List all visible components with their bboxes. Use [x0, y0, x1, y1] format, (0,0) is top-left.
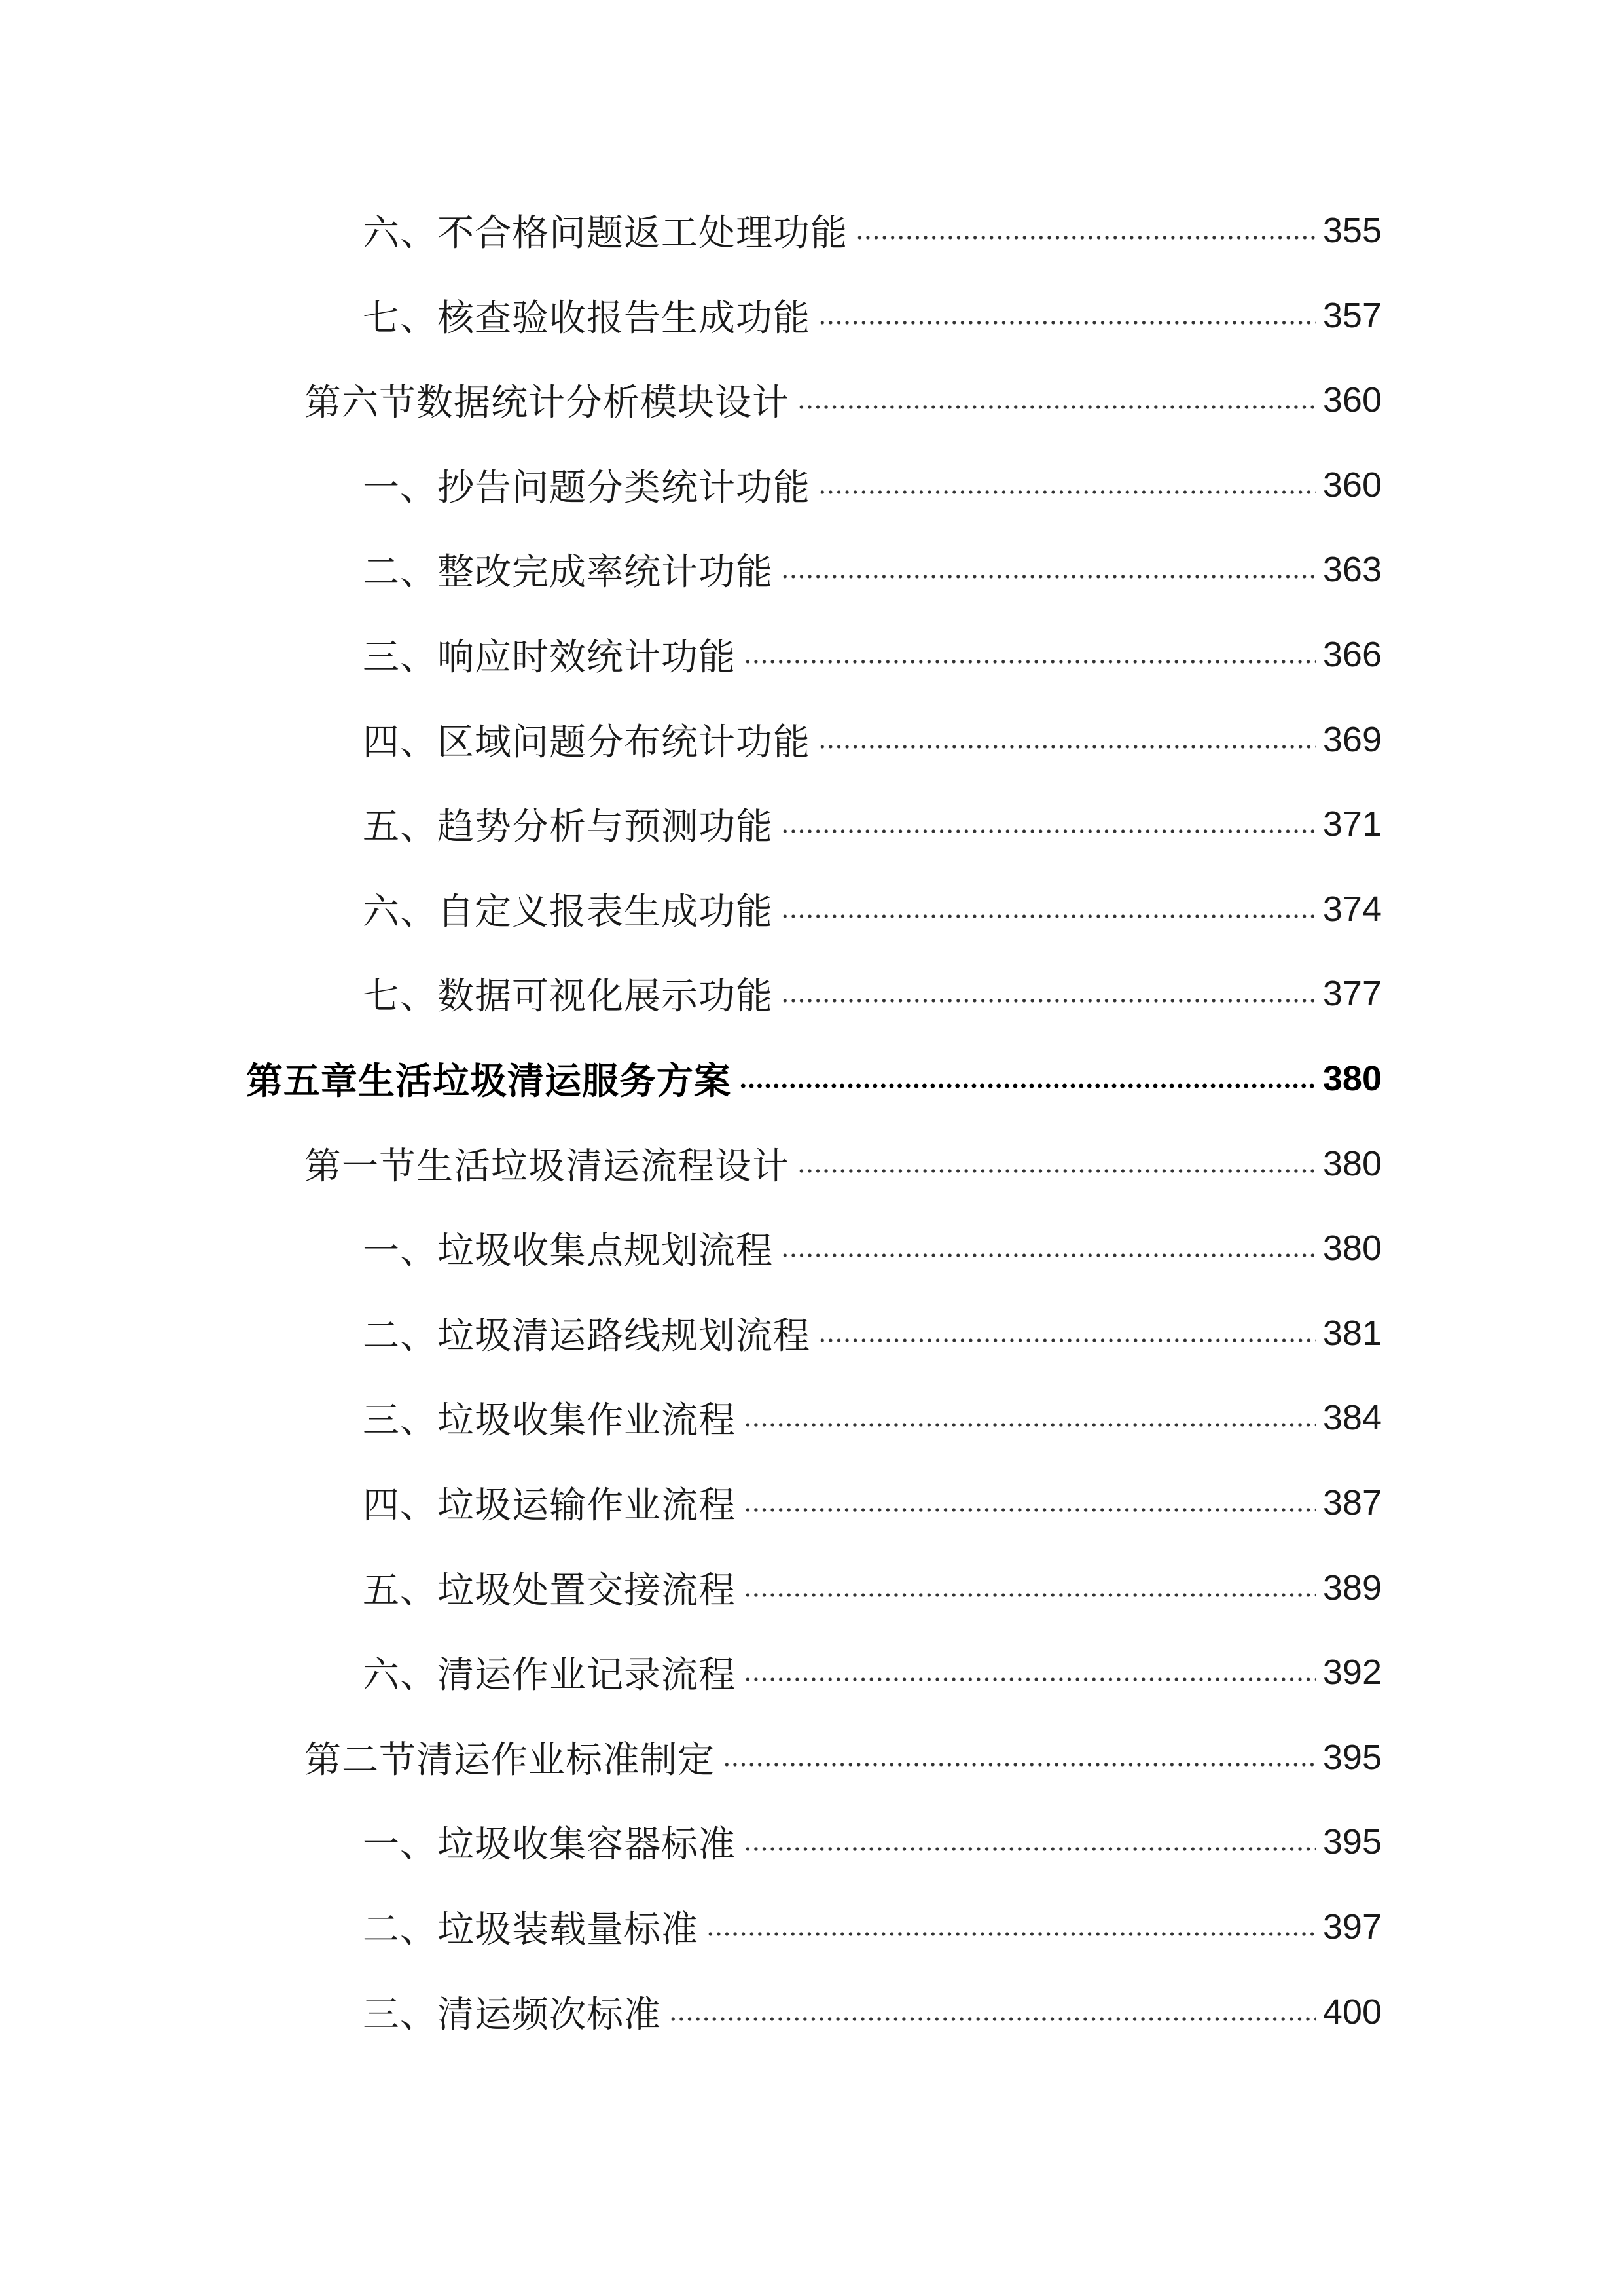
toc-entry[interactable]	[363, 452, 1382, 518]
toc-dot-leader	[781, 1251, 1316, 1260]
toc-dot-leader	[706, 1929, 1316, 1939]
toc-page-number: 369	[1322, 719, 1382, 759]
toc-page-number: 389	[1322, 1568, 1382, 1607]
toc-entry[interactable]	[363, 707, 1382, 772]
toc-entry[interactable]	[363, 1979, 1382, 2045]
toc-entry[interactable]	[363, 198, 1382, 263]
toc-entry-title: 四、垃圾运输作业流程	[363, 1484, 736, 1527]
toc-entry[interactable]	[363, 1215, 1382, 1281]
toc-dot-leader	[744, 1844, 1316, 1854]
toc-page-number: 374	[1322, 889, 1382, 929]
toc-page-number: 400	[1322, 1992, 1382, 2032]
toc-page-number: 360	[1322, 465, 1382, 505]
toc-dot-leader	[797, 1166, 1316, 1175]
toc-page-number: 360	[1322, 380, 1382, 420]
toc-entry-title: 二、整改完成率统计功能	[363, 551, 773, 594]
toc-entry-title: 第五章生活垃圾清运服务方案	[246, 1060, 731, 1103]
toc-entry[interactable]	[363, 1300, 1382, 1366]
toc-page-number: 381	[1322, 1313, 1382, 1353]
toc-entry-title: 五、垃圾处置交接流程	[363, 1569, 736, 1612]
toc-entry[interactable]	[363, 961, 1382, 1026]
toc-dot-leader	[818, 742, 1316, 751]
toc-page-number: 366	[1322, 635, 1382, 674]
toc-entry[interactable]	[363, 622, 1382, 687]
toc-entry-title: 一、垃圾收集容器标准	[363, 1823, 736, 1867]
toc-entry[interactable]	[304, 367, 1382, 433]
toc-entry[interactable]	[304, 1131, 1382, 1196]
toc-page-number: 363	[1322, 550, 1382, 590]
toc-entry[interactable]	[363, 537, 1382, 602]
toc-entry-title: 三、清运频次标准	[363, 1993, 661, 2036]
toc-entry-title: 七、核查验收报告生成功能	[363, 296, 810, 340]
toc-entry-title: 五、趋势分析与预测功能	[363, 806, 773, 849]
toc-dot-leader	[797, 403, 1316, 412]
toc-entry-title: 四、区域问题分布统计功能	[363, 721, 810, 764]
toc-dot-leader	[669, 2015, 1316, 2024]
toc-dot-leader	[744, 657, 1316, 666]
toc-dot-leader	[744, 1675, 1316, 1684]
toc-entry[interactable]	[246, 1046, 1382, 1111]
toc-entry[interactable]	[363, 876, 1382, 942]
toc-dot-leader	[818, 1336, 1316, 1345]
toc-dot-leader	[744, 1505, 1316, 1515]
toc-page-number: 392	[1322, 1653, 1382, 1693]
toc-page-number: 380	[1322, 1143, 1382, 1183]
toc-dot-leader	[781, 827, 1316, 836]
toc-dot-leader	[818, 318, 1316, 327]
toc-dot-leader	[744, 1420, 1316, 1429]
toc-page-number: 384	[1322, 1398, 1382, 1438]
toc-entry-title: 一、抄告问题分类统计功能	[363, 466, 810, 509]
toc-page-number: 395	[1322, 1737, 1382, 1777]
toc-entry-title: 七、数据可视化展示功能	[363, 975, 773, 1018]
toc-page-number: 357	[1322, 295, 1382, 335]
toc-entry[interactable]	[363, 1894, 1382, 1960]
toc-entry[interactable]	[304, 1725, 1382, 1790]
toc-page-number: 395	[1322, 1822, 1382, 1862]
toc-entry-title: 六、自定义报表生成功能	[363, 890, 773, 933]
toc-page-number: 397	[1322, 1907, 1382, 1946]
toc-dot-leader	[781, 996, 1316, 1005]
toc-entry-title: 二、垃圾装载量标准	[363, 1909, 698, 1951]
toc-page-number: 371	[1322, 804, 1382, 844]
toc-entry-title: 二、垃圾清运路线规划流程	[363, 1314, 810, 1357]
toc-entry-title: 六、不合格问题返工处理功能	[363, 212, 848, 255]
toc-entry-title: 三、响应时效统计功能	[363, 636, 736, 679]
toc-entry-title: 六、清运作业记录流程	[363, 1654, 736, 1697]
toc-dot-leader	[856, 233, 1316, 242]
toc-entry-title: 第二节清运作业标准制定	[304, 1738, 715, 1782]
toc-page-number: 355	[1322, 211, 1382, 250]
toc-dot-leader	[739, 1081, 1316, 1090]
toc-dot-leader	[781, 572, 1316, 581]
toc-dot-leader	[781, 912, 1316, 921]
toc-entry-title: 一、垃圾收集点规划流程	[363, 1230, 773, 1273]
toc-entry[interactable]	[363, 1640, 1382, 1705]
toc-dot-leader	[818, 488, 1316, 497]
toc-entry[interactable]	[363, 1385, 1382, 1450]
toc-entry-title: 三、垃圾收集作业流程	[363, 1399, 736, 1443]
toc-entry-title: 第一节生活垃圾清运流程设计	[304, 1145, 789, 1188]
toc-entry-title: 第六节数据统计分析模块设计	[304, 382, 789, 425]
toc-page-number: 380	[1322, 1059, 1382, 1098]
toc-page-number: 380	[1322, 1229, 1382, 1268]
toc-page-number: 387	[1322, 1483, 1382, 1522]
toc-page-number: 377	[1322, 974, 1382, 1014]
toc-dot-leader	[744, 1590, 1316, 1600]
toc-entry[interactable]	[363, 791, 1382, 857]
toc-dot-leader	[723, 1760, 1316, 1769]
toc-entry[interactable]	[363, 1555, 1382, 1621]
toc-entry[interactable]	[363, 283, 1382, 348]
toc-entry[interactable]	[363, 1809, 1382, 1874]
toc-entry[interactable]	[363, 1470, 1382, 1535]
